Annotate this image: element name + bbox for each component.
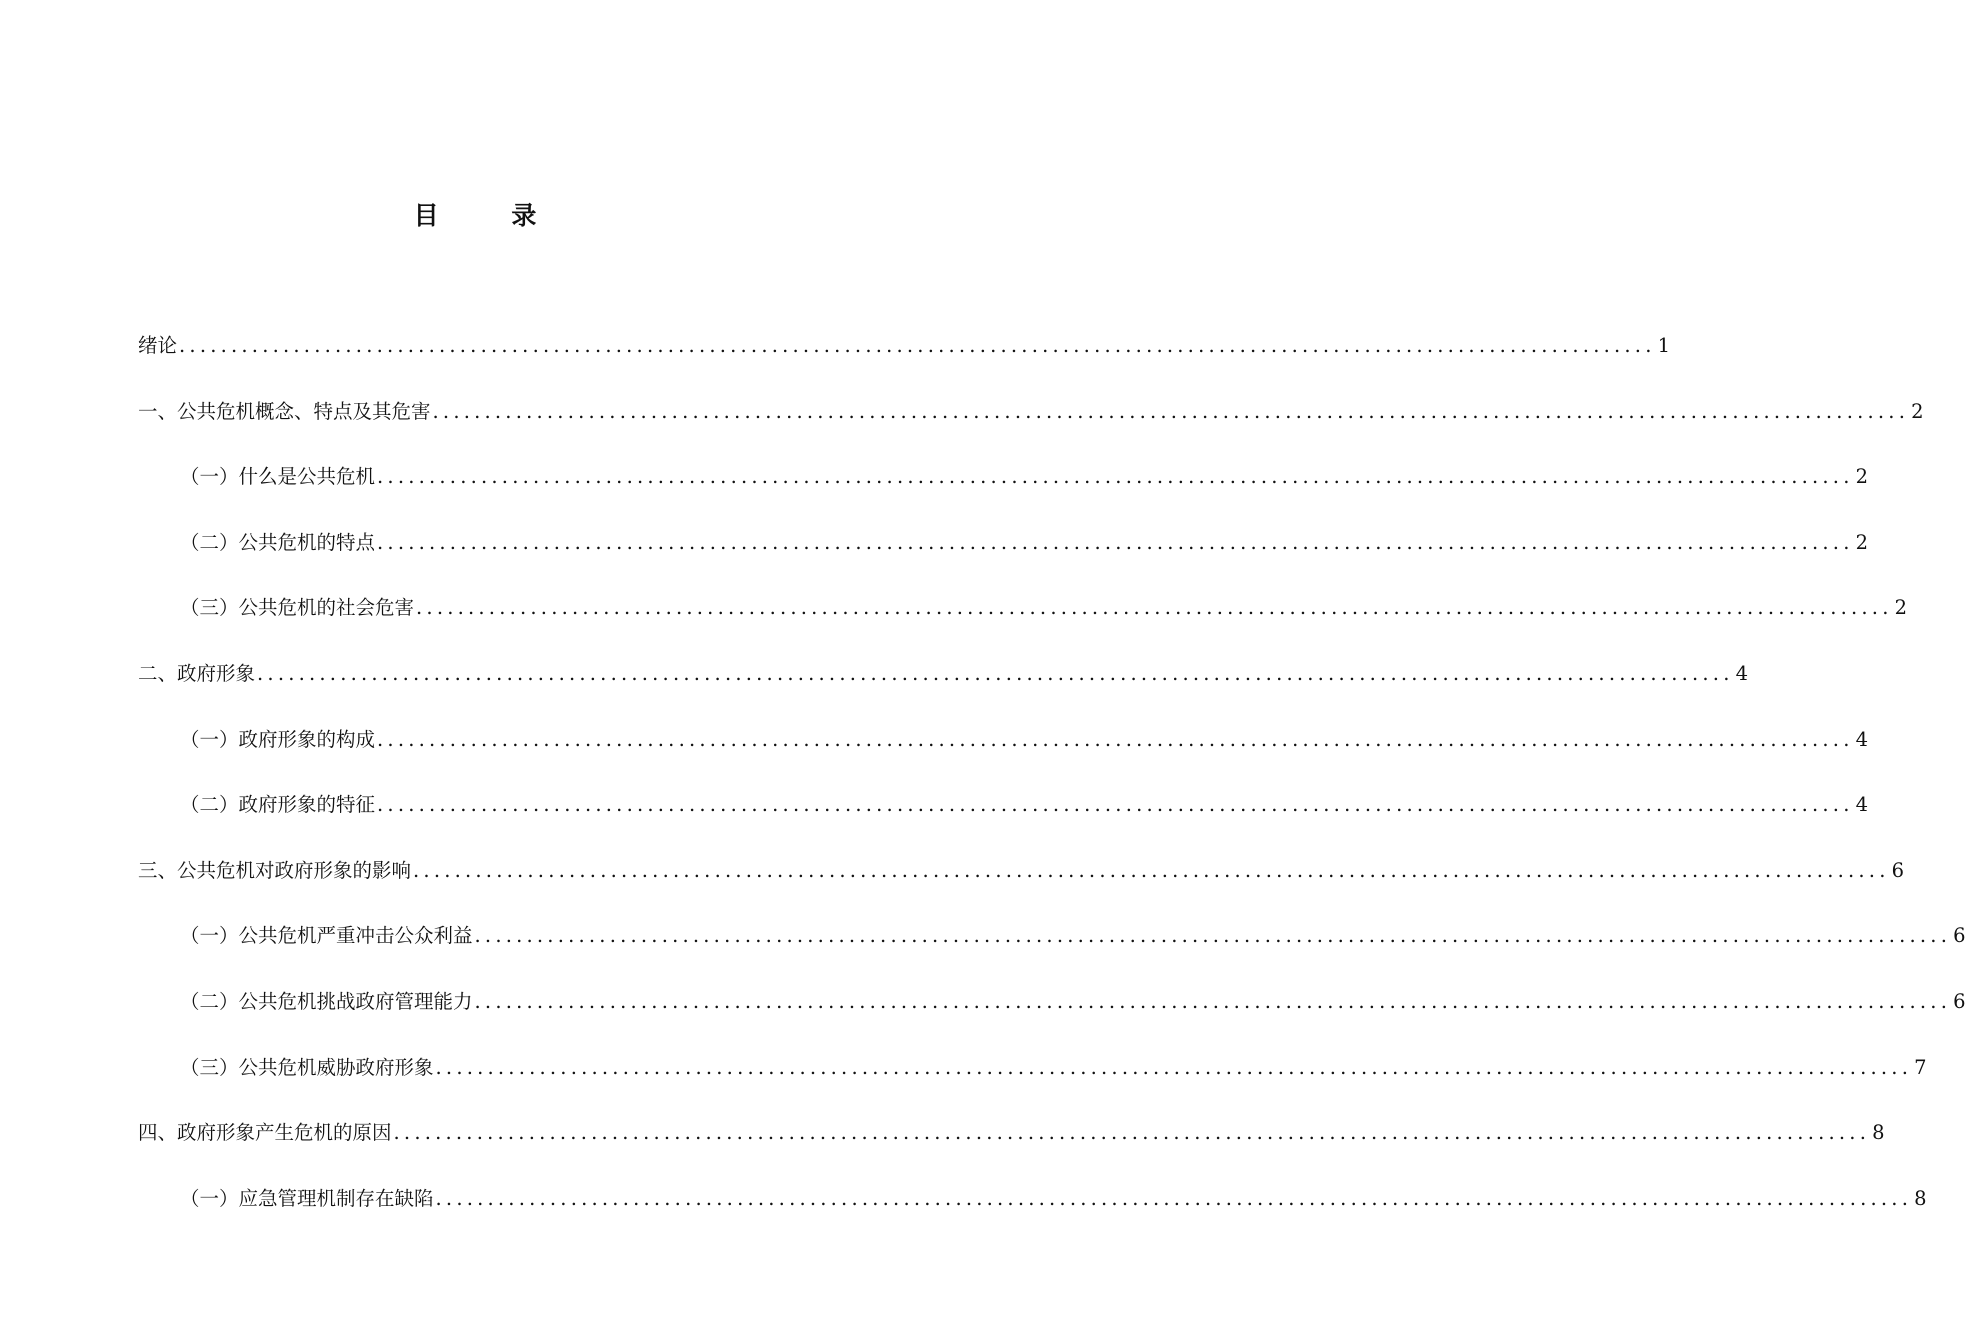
toc-entry-label: （一）公共危机严重冲击公众利益 (180, 924, 473, 948)
toc-entry-label: （一）政府形象的构成 (180, 727, 376, 751)
toc-entry-label: 三、公共危机对政府形象的影响 (138, 858, 412, 882)
toc-leader-dots: .............................................................................................................................................. (474, 989, 1952, 1013)
toc-entry[interactable] (138, 392, 1924, 458)
toc-entry-label: （三）公共危机的社会危害 (180, 596, 415, 620)
toc-entry-label: （一）应急管理机制存在缺陷 (180, 1186, 434, 1210)
toc-page-number: 8 (1914, 1186, 1927, 1210)
toc-entry-label: （三）公共危机威胁政府形象 (180, 1055, 434, 1079)
toc-leader-dots: .............................................................................................................................................. (435, 1055, 1913, 1079)
toc-entry[interactable] (138, 457, 1869, 523)
toc-page-number: 4 (1735, 661, 1749, 685)
toc-page-number: 6 (1953, 924, 1966, 948)
toc-entry[interactable] (138, 720, 1869, 786)
toc-page-number: 4 (1855, 727, 1869, 751)
toc-entry[interactable] (138, 982, 1966, 1048)
toc-leader-dots: .............................................................................................................................................. (377, 465, 1854, 489)
toc-page-number: 2 (1894, 596, 1908, 620)
toc-entry-label: 二、政府形象 (138, 661, 256, 685)
toc-entry[interactable] (138, 916, 1966, 982)
toc-leader-dots: .............................................................................................................................................. (377, 530, 1854, 554)
toc-page-number: 1 (1657, 334, 1671, 357)
toc-entry[interactable] (138, 1179, 1927, 1245)
toc-entry-label: （二）公共危机的特点 (180, 530, 376, 554)
toc-entry-label: 一、公共危机概念、特点及其危害 (138, 399, 431, 423)
toc-leader-dots: .............................................................................................................................................. (393, 1121, 1871, 1145)
table-of-contents (138, 326, 1966, 1244)
toc-leader-dots: .............................................................................................................................................. (416, 596, 1893, 620)
toc-page-number: 2 (1855, 530, 1869, 554)
toc-entry-label: （二）公共危机挑战政府管理能力 (180, 989, 473, 1013)
toc-page-number: 2 (1855, 465, 1869, 489)
toc-entry-label: （二）政府形象的特征 (180, 793, 376, 817)
toc-leader-dots: .............................................................................................................................................. (377, 727, 1854, 751)
toc-entry-label: （一）什么是公共危机 (180, 465, 376, 489)
toc-entry-label: 四、政府形象产生危机的原因 (138, 1121, 392, 1145)
toc-leader-dots: .............................................................................................................................................. (474, 924, 1952, 948)
toc-page-number: 2 (1911, 399, 1924, 423)
toc-entry[interactable] (138, 851, 1905, 917)
toc-leader-dots: .............................................................................................................................................. (413, 858, 1890, 882)
toc-entry[interactable] (138, 523, 1869, 589)
toc-entry[interactable] (138, 1113, 1885, 1179)
toc-page-number: 6 (1953, 989, 1966, 1013)
toc-leader-dots: .............................................................................................................................................. (377, 793, 1854, 817)
toc-page-number: 7 (1914, 1055, 1927, 1079)
toc-page-number: 8 (1872, 1121, 1885, 1145)
toc-title: 目 录 (413, 201, 569, 230)
toc-entry-label: 绪论 (138, 334, 178, 357)
toc-entry[interactable] (138, 1048, 1927, 1114)
toc-leader-dots: .............................................................................................................................................. (179, 334, 1656, 357)
toc-leader-dots: .............................................................................................................................................. (257, 661, 1734, 685)
toc-leader-dots: .............................................................................................................................................. (435, 1186, 1913, 1210)
toc-page-number: 4 (1855, 793, 1869, 817)
toc-entry[interactable] (138, 326, 1671, 392)
toc-entry[interactable] (138, 654, 1749, 720)
toc-entry[interactable] (138, 785, 1869, 851)
toc-entry[interactable] (138, 588, 1908, 654)
toc-page-number: 6 (1891, 858, 1905, 882)
toc-leader-dots: .............................................................................................................................................. (432, 399, 1910, 423)
